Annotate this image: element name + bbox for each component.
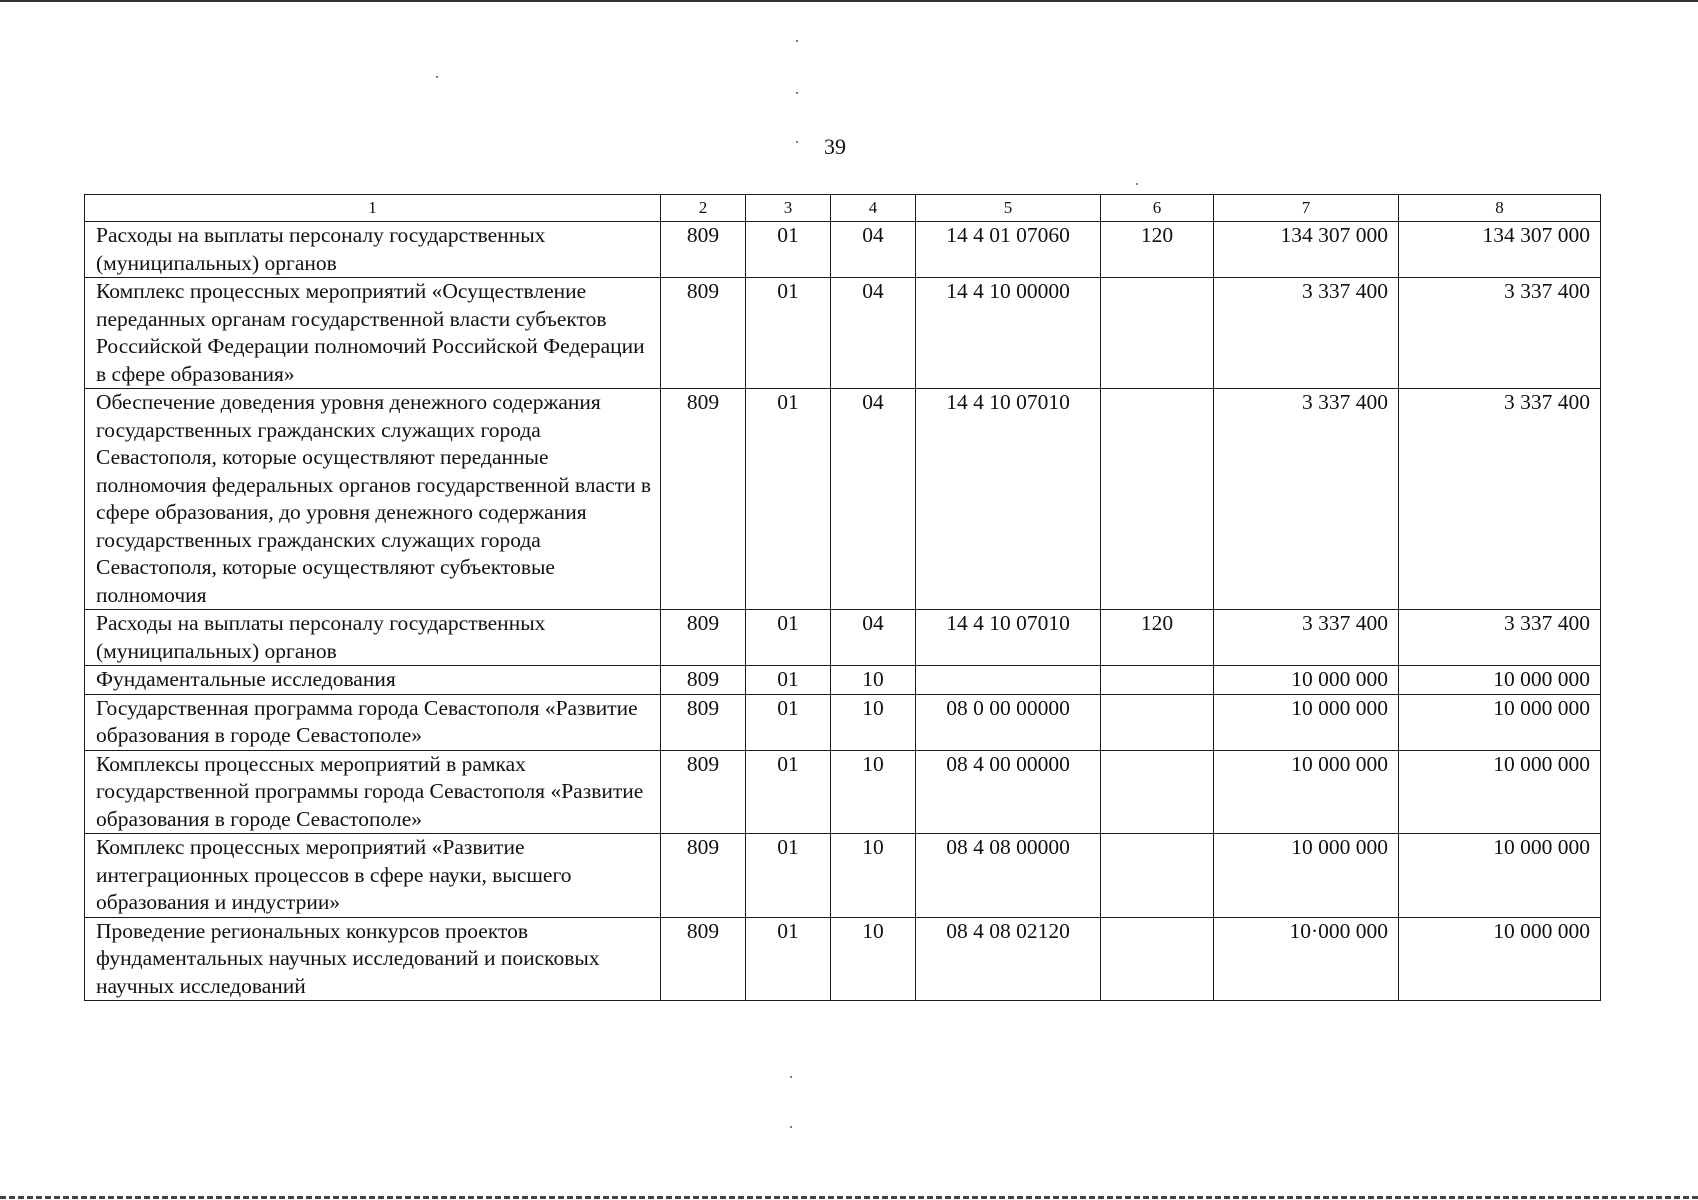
row-name: Проведение региональных конкурсов проектов фундаментальных научных исследований и поисковых научных исследований — [85, 917, 661, 1001]
scan-top-edge — [0, 0, 1698, 2]
row-sum-7: 10·000 000 — [1214, 917, 1399, 1001]
row-sum-7: 134 307 000 — [1214, 222, 1399, 278]
row-code-2: 809 — [661, 694, 746, 750]
row-sum-7: 10 000 000 — [1214, 666, 1399, 695]
row-code-6 — [1101, 834, 1214, 918]
header-col-5: 5 — [916, 195, 1101, 222]
row-name: Комплекс процессных мероприятий «Развитие интеграционных процессов в сфере науки, высшего образования и индустрии» — [85, 834, 661, 918]
table-row — [85, 666, 1601, 695]
row-name: Обеспечение доведения уровня денежного содержания государственных гражданских служащих города Севастополя, которые осуществляют переданные полномочия федеральных органов государственной власти в сфере образования, до уровня денежного содержания государственных гражданских служащих города Севастополя, которые осуществляют субъектовые полномочия — [85, 389, 661, 610]
page-number: 39 — [824, 134, 846, 159]
scan-speck — [796, 141, 798, 143]
row-code-6 — [1101, 750, 1214, 834]
row-code-4: 10 — [831, 666, 916, 695]
table-row — [85, 750, 1601, 834]
row-code-5: 08 0 00 00000 — [916, 694, 1101, 750]
row-code-6 — [1101, 389, 1214, 610]
row-code-6: 120 — [1101, 222, 1214, 278]
header-col-2: 2 — [661, 195, 746, 222]
table-row — [85, 834, 1601, 918]
row-sum-8: 10 000 000 — [1399, 666, 1601, 695]
row-sum-7: 10 000 000 — [1214, 834, 1399, 918]
table-row — [85, 278, 1601, 389]
row-sum-8: 3 337 400 — [1399, 389, 1601, 610]
row-name: Комплекс процессных мероприятий «Осуществление переданных органам государственной власти субъектов Российской Федерации полномочий Российской Федерации в сфере образования» — [85, 278, 661, 389]
row-name: Расходы на выплаты персоналу государственных (муниципальных) органов — [85, 222, 661, 278]
row-code-5: 14 4 10 07010 — [916, 389, 1101, 610]
row-code-4: 10 — [831, 917, 916, 1001]
row-code-3: 01 — [746, 834, 831, 918]
row-code-2: 809 — [661, 834, 746, 918]
row-code-3: 01 — [746, 917, 831, 1001]
row-code-2: 809 — [661, 666, 746, 695]
row-code-5: 08 4 00 00000 — [916, 750, 1101, 834]
row-code-4: 04 — [831, 610, 916, 666]
row-name: Комплексы процессных мероприятий в рамках государственной программы города Севастополя «Развитие образования в городе Севастополе» — [85, 750, 661, 834]
row-code-4: 10 — [831, 750, 916, 834]
scan-speck — [796, 92, 798, 94]
row-code-3: 01 — [746, 389, 831, 610]
row-code-2: 809 — [661, 222, 746, 278]
row-sum-8: 3 337 400 — [1399, 278, 1601, 389]
row-code-2: 809 — [661, 278, 746, 389]
row-code-3: 01 — [746, 278, 831, 389]
row-code-6: 120 — [1101, 610, 1214, 666]
scan-speck — [796, 40, 798, 42]
row-code-3: 01 — [746, 222, 831, 278]
row-sum-7: 10 000 000 — [1214, 694, 1399, 750]
row-code-5: 08 4 08 02120 — [916, 917, 1101, 1001]
row-code-4: 10 — [831, 694, 916, 750]
row-code-6 — [1101, 278, 1214, 389]
row-sum-8: 10 000 000 — [1399, 750, 1601, 834]
row-code-5: 14 4 10 00000 — [916, 278, 1101, 389]
row-code-5: 14 4 01 07060 — [916, 222, 1101, 278]
row-code-4: 04 — [831, 389, 916, 610]
row-code-2: 809 — [661, 389, 746, 610]
row-code-2: 809 — [661, 750, 746, 834]
row-code-3: 01 — [746, 610, 831, 666]
row-code-4: 04 — [831, 222, 916, 278]
row-code-5: 14 4 10 07010 — [916, 610, 1101, 666]
scan-speck — [790, 1076, 792, 1078]
row-code-5 — [916, 666, 1101, 695]
scan-speck — [436, 76, 438, 78]
row-sum-7: 3 337 400 — [1214, 278, 1399, 389]
row-sum-8: 3 337 400 — [1399, 610, 1601, 666]
header-col-3: 3 — [746, 195, 831, 222]
row-code-4: 04 — [831, 278, 916, 389]
row-code-3: 01 — [746, 750, 831, 834]
row-name: Фундаментальные исследования — [85, 666, 661, 695]
row-code-6 — [1101, 917, 1214, 1001]
row-sum-8: 10 000 000 — [1399, 917, 1601, 1001]
row-code-2: 809 — [661, 610, 746, 666]
header-col-7: 7 — [1214, 195, 1399, 222]
row-sum-7: 3 337 400 — [1214, 389, 1399, 610]
row-code-6 — [1101, 694, 1214, 750]
row-sum-8: 134 307 000 — [1399, 222, 1601, 278]
budget-table — [84, 194, 1601, 1001]
row-name: Государственная программа города Севастополя «Развитие образования в городе Севастополе» — [85, 694, 661, 750]
row-code-5: 08 4 08 00000 — [916, 834, 1101, 918]
row-code-3: 01 — [746, 694, 831, 750]
table-row — [85, 610, 1601, 666]
header-col-6: 6 — [1101, 195, 1214, 222]
scan-speck — [790, 1126, 792, 1128]
scan-bottom-edge — [0, 1196, 1698, 1199]
header-row — [85, 195, 1601, 222]
row-sum-8: 10 000 000 — [1399, 834, 1601, 918]
scan-speck — [1136, 183, 1138, 185]
row-sum-7: 3 337 400 — [1214, 610, 1399, 666]
row-code-2: 809 — [661, 917, 746, 1001]
table-row — [85, 389, 1601, 610]
row-sum-8: 10 000 000 — [1399, 694, 1601, 750]
table-row — [85, 694, 1601, 750]
row-sum-7: 10 000 000 — [1214, 750, 1399, 834]
row-code-6 — [1101, 666, 1214, 695]
row-code-3: 01 — [746, 666, 831, 695]
header-col-1: 1 — [85, 195, 661, 222]
row-name: Расходы на выплаты персоналу государственных (муниципальных) органов — [85, 610, 661, 666]
table-row — [85, 917, 1601, 1001]
header-col-4: 4 — [831, 195, 916, 222]
header-col-8: 8 — [1399, 195, 1601, 222]
row-code-4: 10 — [831, 834, 916, 918]
table-row — [85, 222, 1601, 278]
